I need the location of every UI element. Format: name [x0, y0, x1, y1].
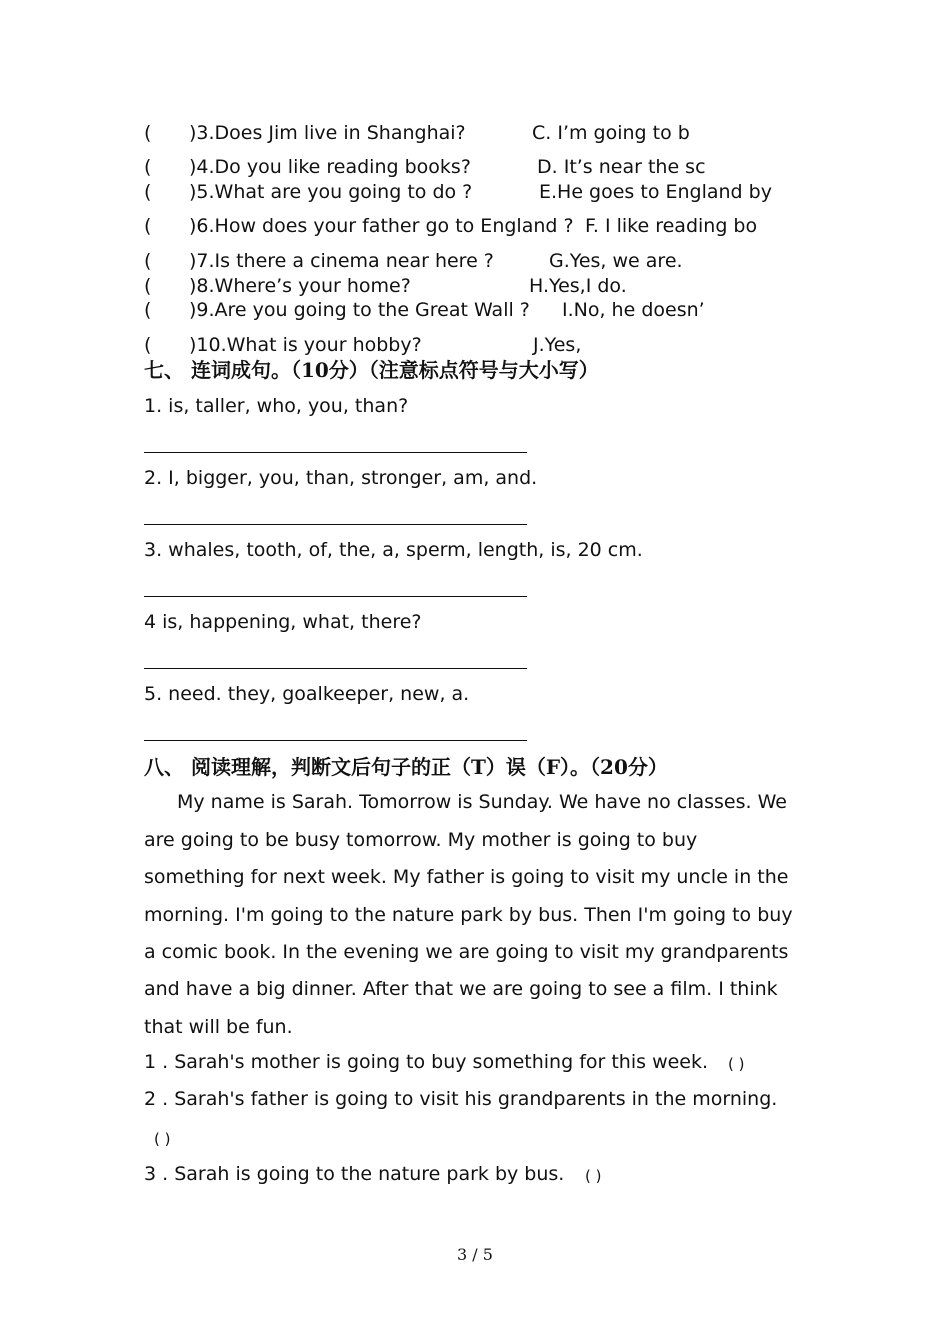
- answer-d: D. It’s near the sc: [537, 156, 706, 178]
- paren-6: (: [144, 215, 152, 237]
- answer-line-1[interactable]: [144, 452, 527, 453]
- answer-i: I.No, he doesn’: [562, 299, 705, 321]
- answer-c: C. I’m going to b: [532, 122, 690, 144]
- sentence-item-3: 3. whales, tooth, of, the, a, sperm, length, is, 20 cm.: [144, 539, 643, 561]
- paren-5: (: [144, 181, 152, 203]
- answer-line-2[interactable]: [144, 524, 527, 525]
- paren-7: (: [144, 250, 152, 272]
- passage-line-2: are going to be busy tomorrow. My mother is going to buy: [144, 829, 698, 851]
- question-8: )8.Where’s your home?: [189, 275, 411, 297]
- sentence-item-5: 5. need. they, goalkeeper, new, a.: [144, 683, 470, 705]
- paren-8: (: [144, 275, 152, 297]
- section-8-heading: 八、 阅读理解，判断文后句子的正（T）误（F）。（20分）: [144, 755, 668, 779]
- answer-f: F. I like reading bo: [585, 215, 758, 237]
- question-9: )9.Are you going to the Great Wall ?: [189, 299, 530, 321]
- passage-line-1: My name is Sarah. Tomorrow is Sunday. We have no classes. We: [177, 791, 787, 813]
- answer-e: E.He goes to England by: [539, 181, 772, 203]
- tf-question-1: 1 . Sarah's mother is going to buy something for this week.: [144, 1051, 709, 1073]
- section-7-heading: 七、 连词成句。（10分）（注意标点符号与大小写）: [144, 358, 599, 382]
- tf-question-2: 2 . Sarah's father is going to visit his grandparents in the morning.: [144, 1088, 778, 1110]
- answer-line-5[interactable]: [144, 740, 527, 741]
- tf-blank-2[interactable]: ( ): [154, 1130, 171, 1148]
- tf-blank-3[interactable]: ( ): [585, 1167, 602, 1185]
- passage-line-6: and have a big dinner. After that we are going to see a film. I think: [144, 978, 778, 1000]
- answer-h: H.Yes,I do.: [529, 275, 627, 297]
- question-5: )5.What are you going to do ?: [189, 181, 473, 203]
- passage-line-5: a comic book. In the evening we are going to visit my grandparents: [144, 941, 789, 963]
- sentence-item-4: 4 is, happening, what, there?: [144, 611, 422, 633]
- paren-10: (: [144, 334, 152, 356]
- passage-line-3: something for next week. My father is going to visit my uncle in the: [144, 866, 789, 888]
- sentence-item-1: 1. is, taller, who, you, than?: [144, 395, 409, 417]
- question-10: )10.What is your hobby?: [189, 334, 422, 356]
- answer-g: G.Yes, we are.: [549, 250, 683, 272]
- question-3: )3.Does Jim live in Shanghai?: [189, 122, 466, 144]
- answer-j: J.Yes,: [533, 334, 582, 356]
- question-6: )6.How does your father go to England ?: [189, 215, 574, 237]
- answer-line-3[interactable]: [144, 596, 527, 597]
- passage-line-7: that will be fun.: [144, 1016, 293, 1038]
- sentence-item-2: 2. I, bigger, you, than, stronger, am, and.: [144, 467, 538, 489]
- passage-line-4: morning. I'm going to the nature park by bus. Then I'm going to buy: [144, 904, 793, 926]
- paren-9: (: [144, 299, 152, 321]
- question-4: )4.Do you like reading books?: [189, 156, 471, 178]
- paren-4: (: [144, 156, 152, 178]
- paren-3: (: [144, 122, 152, 144]
- page-number: 3 / 5: [457, 1245, 493, 1264]
- tf-blank-1[interactable]: ( ): [728, 1055, 745, 1073]
- tf-question-3: 3 . Sarah is going to the nature park by bus.: [144, 1163, 565, 1185]
- question-7: )7.Is there a cinema near here ?: [189, 250, 494, 272]
- answer-line-4[interactable]: [144, 668, 527, 669]
